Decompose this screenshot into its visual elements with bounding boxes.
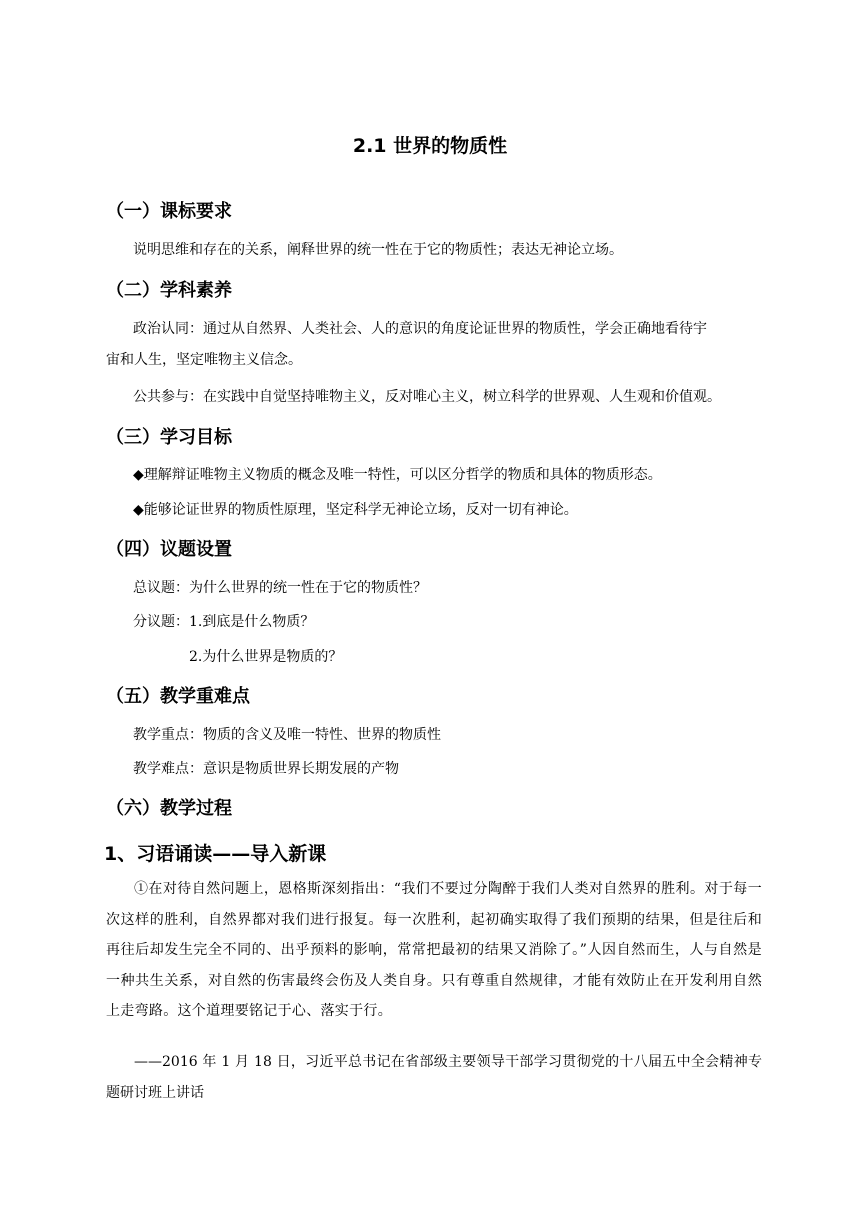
section-heading-key-points: （五）教学重难点 — [106, 686, 250, 707]
step-1-quote: ①在对待自然问题上，恩格斯深刻指出：“我们不要过分陶醉于我们人类对自然界的胜利。对于每一次这样的胜利，自然界都对我们进行报复。每一次胜利，起初确实取得了我们预期的结果，但是往后和再往后却发生完全不同的、出乎预料的影响，常常把最初的结果又消除了。”人因自然而生，人与自然是一种共生关系，对自然的伤害最终会伤及人类自身。只有尊重自然规律，才能有效防止在开发利用自然上走弯路。这个道理要铭记于心、落实于行。 — [106, 881, 762, 1019]
literacy-text-2: 公共参与：在实践中自觉坚持唯物主义，反对唯心主义，树立科学的世界观、人生观和价值观。 — [133, 389, 721, 405]
curriculum-text: 说明思维和存在的关系，阐释世界的统一性在于它的物质性；表达无神论立场。 — [133, 242, 623, 258]
topic-sub-1: 分议题：1.到底是什么物质？ — [133, 614, 315, 630]
topic-sub-2: 2.为什么世界是物质的？ — [189, 649, 343, 665]
section-heading-literacy: （二）学科素养 — [106, 280, 232, 301]
key-point-text: 教学重点：物质的含义及唯一特性、世界的物质性 — [133, 727, 441, 743]
section-heading-curriculum: （一）课标要求 — [106, 201, 232, 222]
literacy-text-1b: 宙和人生，坚定唯物主义信念。 — [106, 352, 302, 368]
step-1-heading: 1、习语诵读——导入新课 — [104, 843, 327, 865]
section-heading-topics: （四）议题设置 — [106, 539, 232, 560]
step-1-source: ——2016 年 1 月 18 日，习近平总书记在省部级主要领导干部学习贯彻党的十八届五中全会精神专题研讨班上讲话 — [106, 1054, 762, 1101]
objective-item-2: ◆能够论证世界的物质性原理，坚定科学无神论立场，反对一切有神论。 — [133, 502, 578, 518]
difficult-point-text: 教学难点：意识是物质世界长期发展的产物 — [133, 761, 399, 777]
section-heading-process: （六）教学过程 — [106, 798, 232, 819]
topic-main: 总议题：为什么世界的统一性在于它的物质性？ — [133, 580, 427, 596]
section-heading-objectives: （三）学习目标 — [106, 427, 232, 448]
objective-item-1: ◆理解辩证唯物主义物质的概念及唯一特性，可以区分哲学的物质和具体的物质形态。 — [133, 467, 662, 483]
document-title: 2.1 世界的物质性 — [352, 135, 508, 157]
literacy-text-1a: 政治认同：通过从自然界、人类社会、人的意识的角度论证世界的物质性，学会正确地看待宇 — [133, 321, 707, 337]
